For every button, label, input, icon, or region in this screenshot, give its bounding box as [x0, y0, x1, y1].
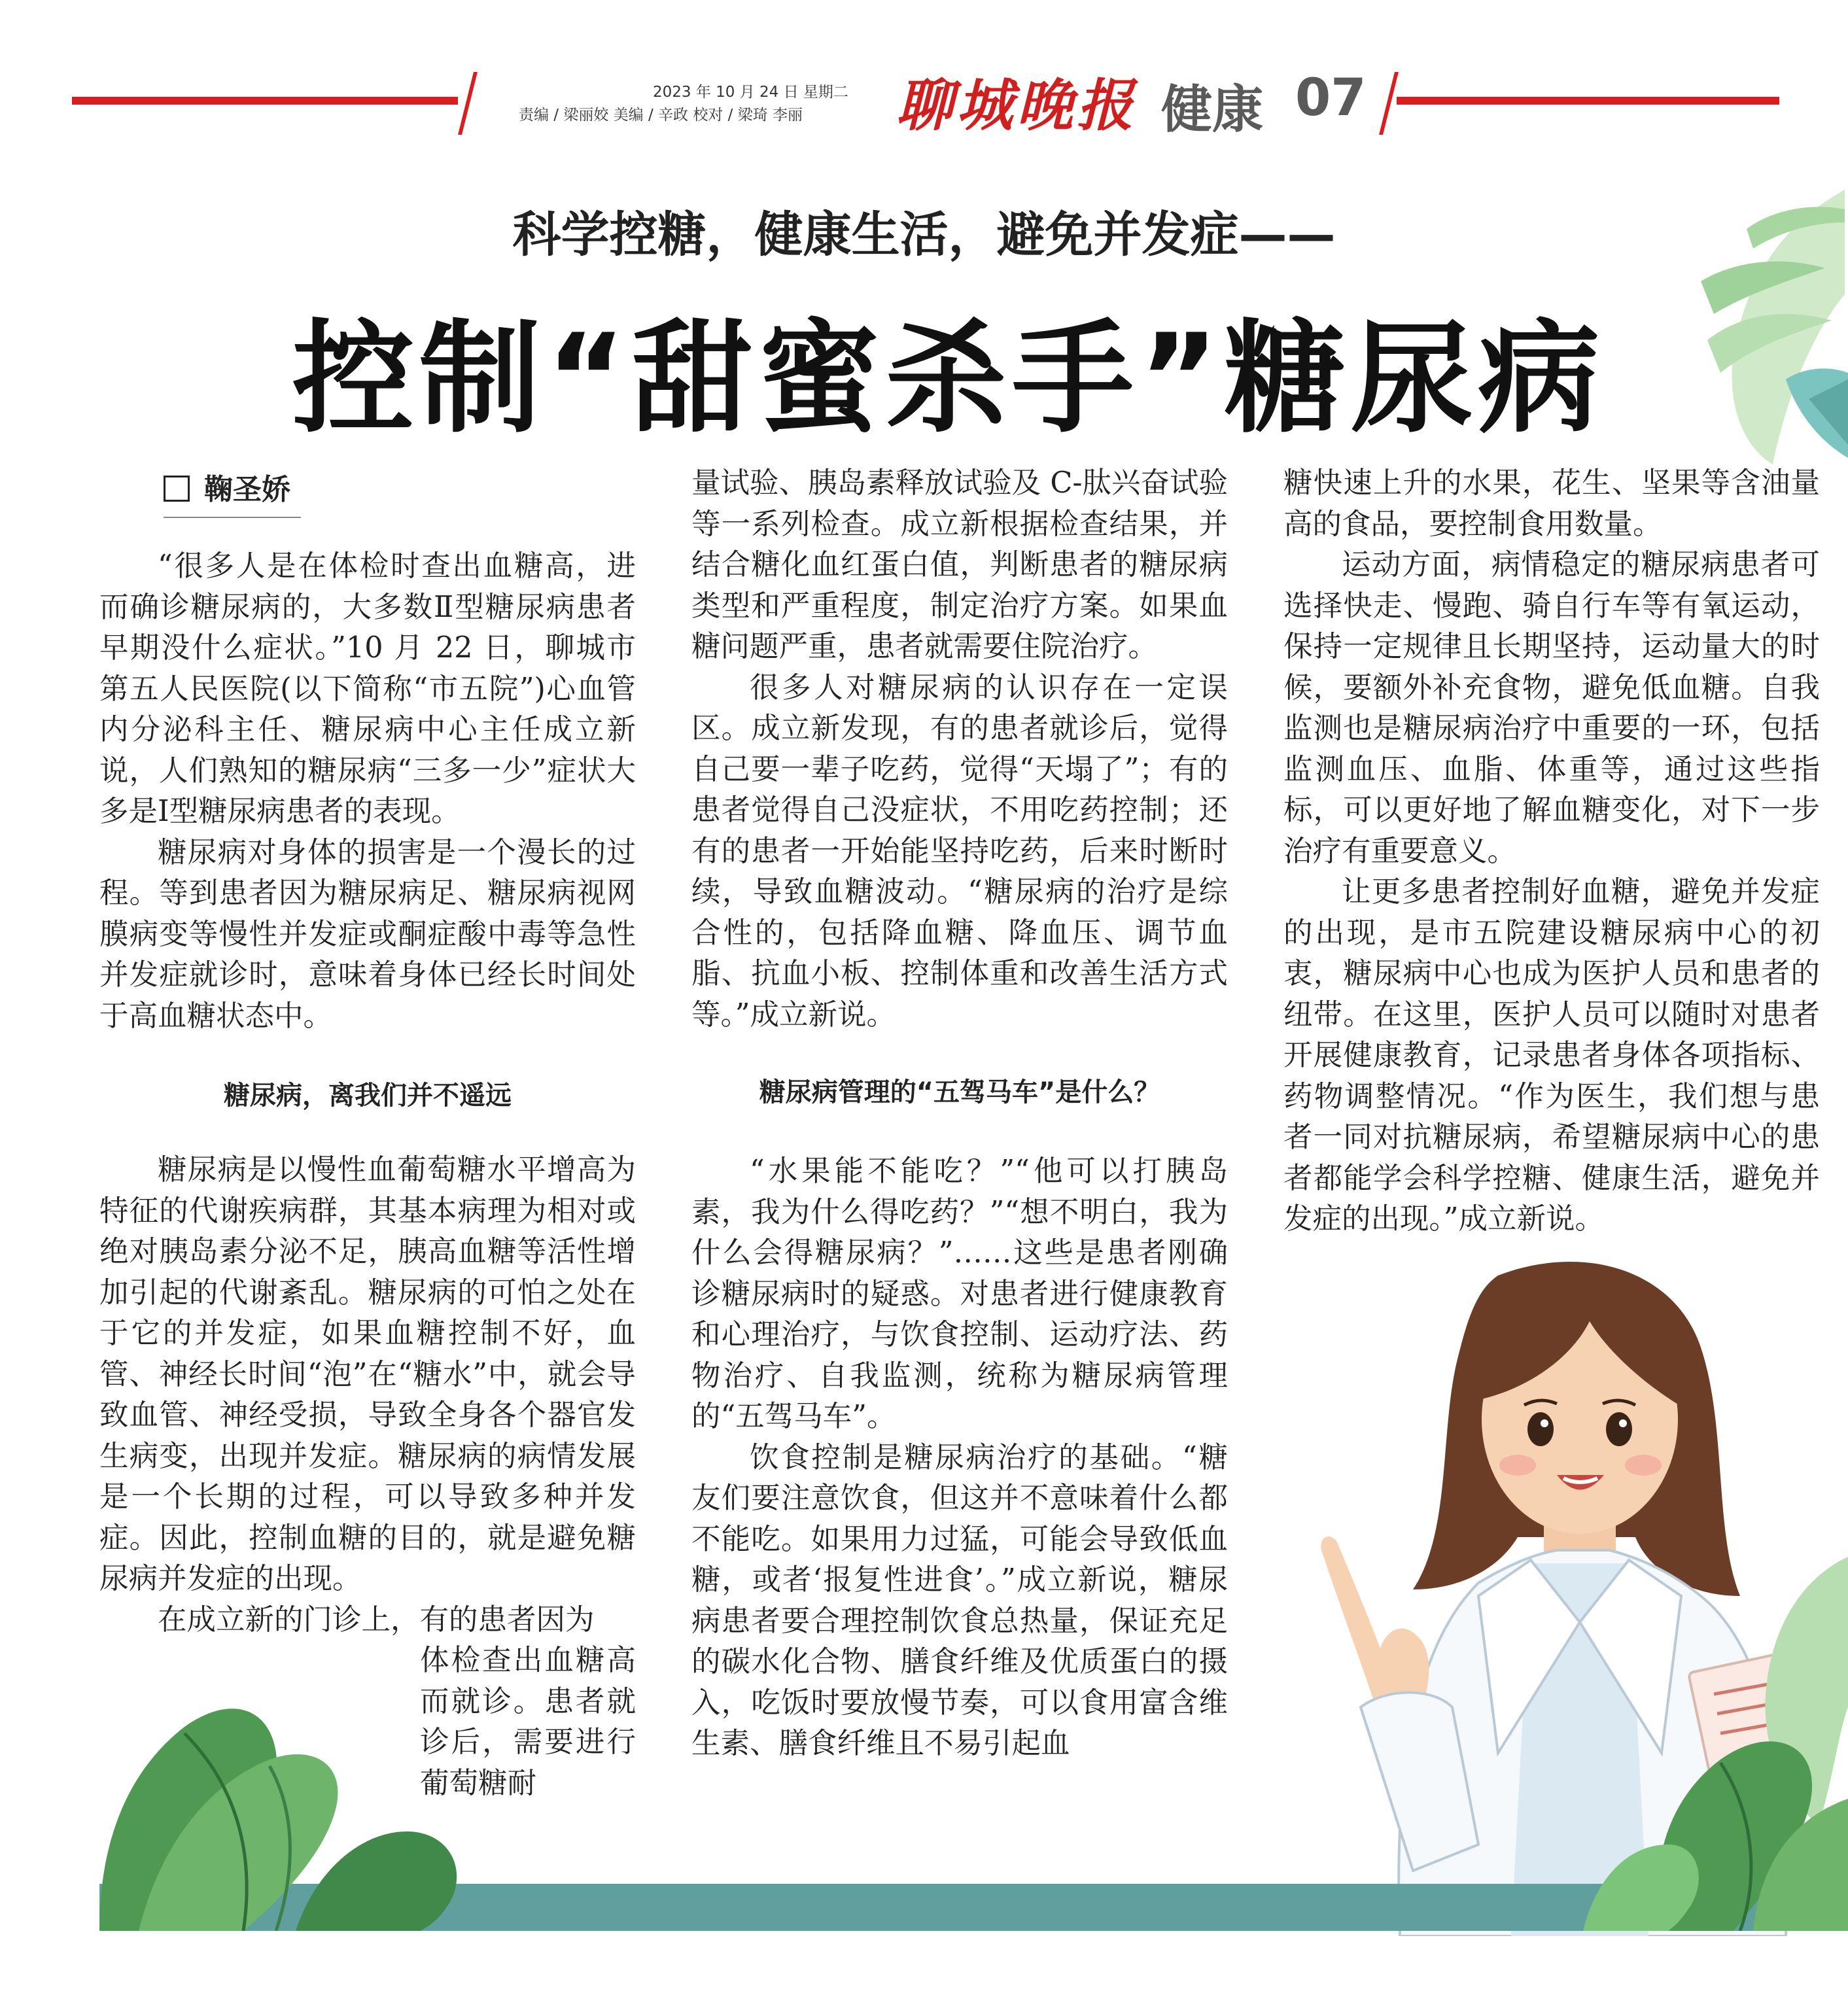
paragraph: 让更多患者控制好血糖，避免并发症的出现，是市五院建设糖尿病中心的初衷，糖尿病中心也成为医护人员和患者的纽带。在这里，医护人员可以随时对患者开展健康教育，记录患者身体各项指标、药物调整情况。“作为医生，我们想与患者一同对抗糖尿病，希望糖尿病中心的患者都能学会科学控糖、健康生活，避免并发症的出现。”成立新说。 — [1283, 875, 1820, 1236]
paragraph-continued: 糖快速上升的水果，花生、坚果等含油量高的食品，要控制食用数量。 — [1283, 466, 1820, 541]
page-number: 07 — [1295, 69, 1367, 128]
section-heading: 糖尿病管理的“五驾马车”是什么？ — [759, 1077, 1160, 1107]
paragraph-continued: 体检查出血糖高而就诊。患者就诊后，需要进行葡萄糖耐 — [420, 1644, 636, 1800]
byline-underline — [164, 517, 301, 518]
paragraph-continued: 量试验、胰岛素释放试验及 C-肽兴奋试验等一系列检查。成立新根据检查结果，并结合糖化血红蛋白值，判断患者的糖尿病类型和严重程度，制定治疗方案。如果血糖问题严重，患者就需要住院治疗。 — [691, 466, 1228, 663]
editor-credits: 责编 / 梁丽姣 美编 / 辛政 校对 / 梁琦 李丽 — [519, 107, 803, 124]
paragraph: “很多人是在体检时查出血糖高，进而确诊糖尿病的，大多数Ⅱ型糖尿病患者早期没什么症状。”10 月 22 日，聊城市第五人民医院(以下简称“市五院”)心血管内分泌科主任、糖尿病中心主任成立新说，人们熟知的糖尿病“三多一少”症状大多是Ⅰ型糖尿病患者的表现。 — [99, 549, 636, 828]
paragraph: 糖尿病是以慢性血葡萄糖水平增高为特征的代谢疾病群，其基本病理为相对或绝对胰岛素分泌不足，胰高血糖等活性增加引起的代谢紊乱。糖尿病的可怕之处在于它的并发症，如果血糖控制不好，血管、神经长时间“泡”在“糖水”中，就会导致血管、神经受损，导致全身各个器官发生病变，出现并发症。糖尿病的病情发展是一个长期的过程，可以导致多种并发症。因此，控制血糖的目的，就是避免糖尿病并发症的出现。 — [99, 1153, 636, 1595]
paragraph: 糖尿病对身体的损害是一个漫长的过程。等到患者因为糖尿病足、糖尿病视网膜病变等慢性并发症或酮症酸中毒等急性并发症就诊时，意味着身体已经长时间处于高血糖状态中。 — [99, 835, 636, 1033]
section-heading: 糖尿病，离我们并不遥远 — [224, 1081, 512, 1111]
article-headline: 控制“甜蜜杀手”糖尿病 — [292, 307, 1605, 449]
paragraph: 运动方面，病情稳定的糖尿病患者可选择快走、慢跑、骑自行车等有氧运动，保持一定规律且长期坚持，运动量大的时候，要额外补充食物，避免低血糖。自我监测也是糖尿病治疗中重要的一环，包括监测血压、血脂、体重等，通过这些指标，可以更好地了解血糖变化，对下一步治疗有重要意义。 — [1283, 548, 1820, 868]
header-rule-left — [72, 97, 458, 105]
paragraph: 饮食控制是糖尿病治疗的基础。“糖友们要注意饮食，但这并不意味着什么都不能吃。如果用力过猛，可能会导致低血糖，或者‘报复性进食’。”成立新说，糖尿病患者要合理控制饮食总热量，保证充足的碳水化合物、膳食纤维及优质蛋白的摄入，吃饭时要放慢节奏，可以食用富含维生素、膳食纤维且不易引起血 — [691, 1440, 1228, 1760]
author-name: 鞠圣娇 — [204, 473, 290, 506]
leaf-decoration-bottom-left — [99, 1635, 505, 1931]
paragraph: 很多人对糖尿病的认识存在一定误区。成立新发现，有的患者就诊后，觉得自己要一辈子吃药，觉得“天塌了”；有的患者觉得自己没症状，不用吃药控制；还有的患者一开始能坚持吃药，后来时断时续，导致血糖波动。“糖尿病的治疗是综合性的，包括降血糖、降血压、调节血脂、抗血小板、控制体重和改善生活方式等。”成立新说。 — [691, 670, 1228, 1032]
column-2 — [691, 463, 1228, 1765]
column-3 — [1283, 463, 1820, 1240]
byline — [164, 466, 290, 508]
newspaper-logo: 聊城晚报 — [896, 73, 1137, 139]
header-rule-right — [1397, 97, 1779, 105]
paragraph: “水果能不能吃？”“他可以打胰岛素，我为什么得吃药？”“想不明白，我为什么会得糖尿病？”……这些是患者刚确诊糖尿病时的疑惑。对患者进行健康教育和心理治疗，与饮食控制、运动疗法、药物治疗、自我监测，统称为糖尿病管理的“五驾马车”。 — [691, 1154, 1228, 1433]
column-1 — [99, 546, 636, 1804]
header-slash-left — [458, 72, 478, 135]
byline-box-icon — [164, 476, 190, 502]
issue-date: 2023 年 10 月 24 日 星期二 — [653, 84, 848, 101]
section-name: 健康 — [1161, 80, 1264, 139]
header-slash-right — [1379, 72, 1399, 135]
article-subheadline: 科学控糖，健康生活，避免并发症—— — [512, 207, 1336, 263]
leaf-decoration-bottom-right — [1557, 1537, 1848, 1931]
paragraph: 在成立新的门诊上，有的患者因为 — [158, 1603, 595, 1637]
